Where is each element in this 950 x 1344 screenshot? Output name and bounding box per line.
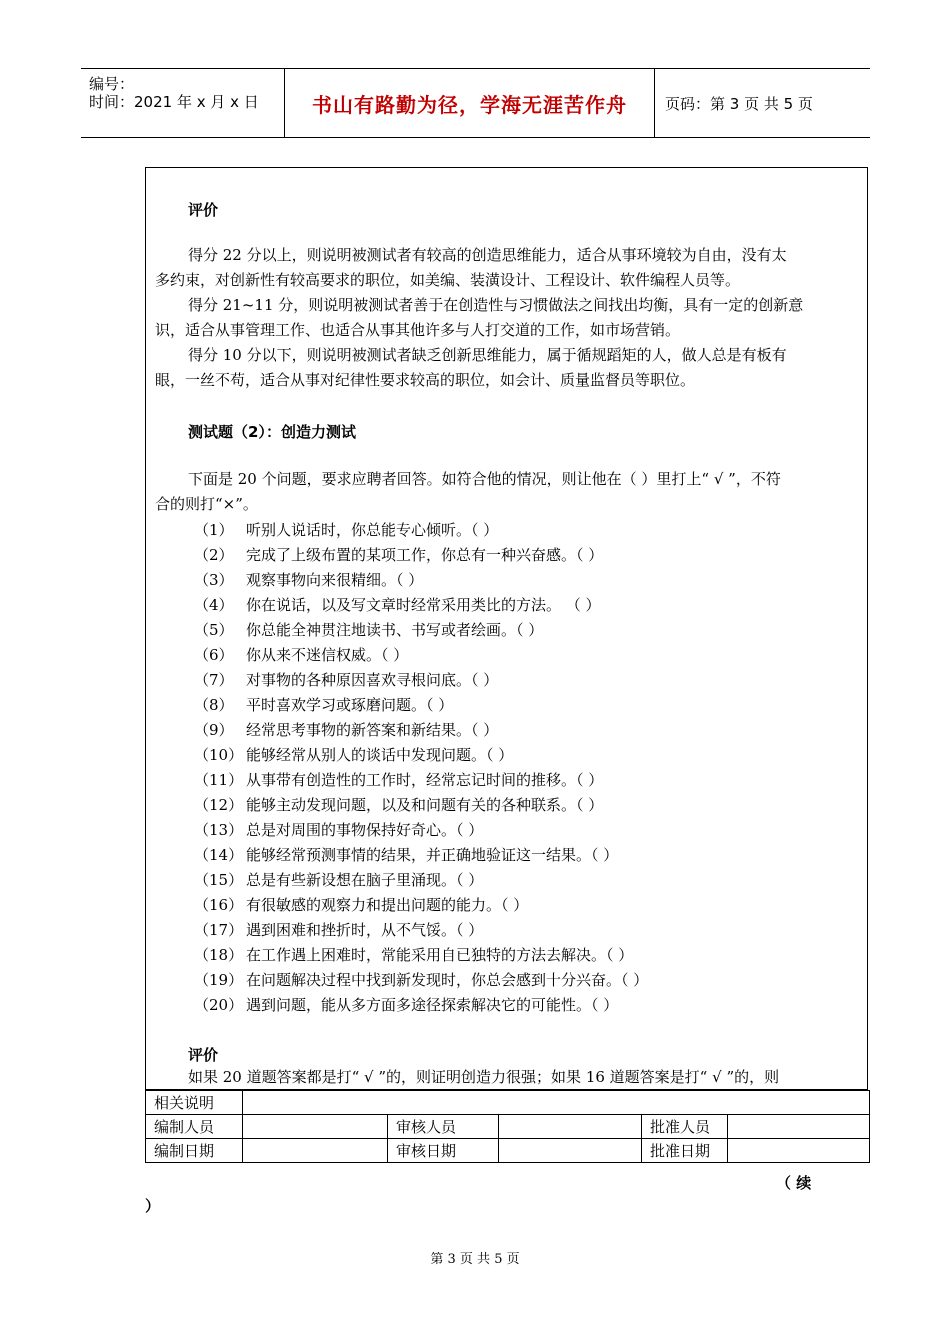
item-text: 总是有些新设想在脑子里涌现。（ ） xyxy=(246,871,484,889)
item-number: （17） xyxy=(194,921,244,939)
item-text: 遇到问题，能从多方面多途径探索解决它的可能性。（ ） xyxy=(246,996,619,1014)
approve-date-label: 批准日期 xyxy=(642,1139,728,1163)
item-text: 平时喜欢学习或琢磨问题。（ ） xyxy=(246,696,454,714)
edit-date-label: 编制日期 xyxy=(146,1139,243,1163)
item-number: （8） xyxy=(194,696,234,714)
table-row xyxy=(146,1139,870,1163)
list-item xyxy=(194,769,603,790)
list-item xyxy=(194,669,498,690)
page-header xyxy=(81,68,870,138)
list-item xyxy=(194,819,483,840)
item-number: （3） xyxy=(194,571,234,589)
reviewer-value xyxy=(499,1115,642,1139)
item-number: （10） xyxy=(194,746,244,764)
section1-line: 识，适合从事管理工作、也适合从事其他许多与人打交道的工作，如市场营销。 xyxy=(155,321,681,339)
item-text: 在问题解决过程中找到新发现时，你总会感到十分兴奋。（ ） xyxy=(246,971,649,989)
item-number: （9） xyxy=(194,721,234,739)
item-text: 你总能全神贯注地读书、书写或者绘画。（ ） xyxy=(246,621,544,639)
item-text: 从事带有创造性的工作时，经常忘记时间的推移。（ ） xyxy=(246,771,604,789)
continued-close: ） xyxy=(145,1197,161,1215)
list-item xyxy=(194,994,618,1015)
page-info: 页码：第 3 页 共 5 页 xyxy=(665,94,813,113)
item-number: （13） xyxy=(194,821,244,839)
list-item xyxy=(194,619,543,640)
list-item xyxy=(194,544,603,565)
item-text: 能够经常预测事情的结果，并正确地验证这一结果。（ ） xyxy=(246,846,619,864)
editor-label: 编制人员 xyxy=(146,1115,243,1139)
item-text: 总是对周围的事物保持好奇心。（ ） xyxy=(246,821,484,839)
item-number: （18） xyxy=(194,946,244,964)
section2-intro-line: 合的则打“×”。 xyxy=(155,495,258,513)
time-label: 时间：2021 年 x 月 x 日 xyxy=(89,93,259,111)
item-number: （2） xyxy=(194,546,234,564)
header-motto-cell xyxy=(285,69,655,137)
section1-line: 得分 10 分以下，则说明被测试者缺乏创新思维能力，属于循规蹈矩的人，做人总是有板有 xyxy=(188,346,787,364)
approver-label: 批准人员 xyxy=(642,1115,728,1139)
item-number: （4） xyxy=(194,596,234,614)
approval-table xyxy=(145,1090,870,1163)
list-item xyxy=(194,519,498,540)
review-date-label: 审核日期 xyxy=(388,1139,499,1163)
header-meta-cell xyxy=(81,69,285,137)
section2-intro-line: 下面是 20 个问题，要求应聘者回答。如符合他的情况，则让他在（ ）里打上“ √ ”，不符 xyxy=(188,470,781,488)
item-number: （20） xyxy=(194,996,244,1014)
approver-value xyxy=(728,1115,870,1139)
section1-line: 得分 21~11 分，则说明被测试者善于在创造性与习惯做法之间找出均衡，具有一定的创新意 xyxy=(188,296,804,314)
list-item xyxy=(194,744,513,765)
list-item xyxy=(194,569,423,590)
list-item xyxy=(194,944,633,965)
item-number: （15） xyxy=(194,871,244,889)
item-text: 你在说话，以及写文章时经常采用类比的方法。 （ ） xyxy=(246,596,601,614)
item-text: 在工作遇上困难时，常能采用自已独特的方法去解决。（ ） xyxy=(246,946,634,964)
continued-open: （ 续 xyxy=(776,1174,812,1192)
reviewer-label: 审核人员 xyxy=(388,1115,499,1139)
item-text: 观察事物向来很精细。（ ） xyxy=(246,571,424,589)
related-label: 相关说明 xyxy=(146,1091,243,1115)
item-text: 经常思考事物的新答案和新结果。（ ） xyxy=(246,721,499,739)
item-number: （6） xyxy=(194,646,234,664)
content-box xyxy=(145,167,868,1090)
list-item xyxy=(194,919,483,940)
editor-value xyxy=(243,1115,388,1139)
item-text: 你从来不迷信权威。（ ） xyxy=(246,646,409,664)
list-item xyxy=(194,644,408,665)
item-text: 能够主动发现问题，以及和问题有关的各种联系。（ ） xyxy=(246,796,604,814)
item-number: （11） xyxy=(194,771,244,789)
list-item xyxy=(194,794,603,815)
section1-line: 多约束，对创新性有较高要求的职位，如美编、装潢设计、工程设计、软件编程人员等。 xyxy=(155,271,741,289)
item-number: （1） xyxy=(194,521,234,539)
table-row xyxy=(146,1091,870,1115)
item-text: 听别人说话时，你总能专心倾听。（ ） xyxy=(246,521,499,539)
review-date-value xyxy=(499,1139,642,1163)
item-text: 能够经常从别人的谈话中发现问题。（ ） xyxy=(246,746,514,764)
item-text: 对事物的各种原因喜欢寻根问底。（ ） xyxy=(246,671,499,689)
list-item xyxy=(194,894,528,915)
item-text: 遇到困难和挫折时，从不气馁。（ ） xyxy=(246,921,484,939)
section3-heading: 评价 xyxy=(188,1046,219,1064)
header-page-cell xyxy=(655,69,870,137)
section1-heading: 评价 xyxy=(188,201,219,219)
edit-date-value xyxy=(243,1139,388,1163)
motto: 书山有路勤为径，学海无涯苦作舟 xyxy=(312,92,627,117)
list-item xyxy=(194,694,453,715)
item-number: （19） xyxy=(194,971,244,989)
section3-line: 如果 20 道题答案都是打“ √ ”的，则证明创造力很强；如果 16 道题答案是打“ √ ”的，则 xyxy=(188,1068,780,1086)
table-row xyxy=(146,1115,870,1139)
list-item xyxy=(194,594,601,615)
section1-line: 眼，一丝不苟，适合从事对纪律性要求较高的职位，如会计、质量监督员等职位。 xyxy=(155,371,696,389)
item-text: 完成了上级布置的某项工作，你总有一种兴奋感。（ ） xyxy=(246,546,604,564)
item-number: （16） xyxy=(194,896,244,914)
approve-date-value xyxy=(728,1139,870,1163)
list-item xyxy=(194,719,498,740)
item-number: （5） xyxy=(194,621,234,639)
section1-line: 得分 22 分以上，则说明被测试者有较高的创造思维能力，适合从事环境较为自由，没有太 xyxy=(188,246,787,264)
list-item xyxy=(194,844,618,865)
item-number: （7） xyxy=(194,671,234,689)
list-item xyxy=(194,869,483,890)
section2-heading: 测试题（2）：创造力测试 xyxy=(188,423,356,441)
number-label: 编号： xyxy=(89,75,135,93)
related-value xyxy=(243,1091,870,1115)
item-text: 有很敏感的观察力和提出问题的能力。（ ） xyxy=(246,896,529,914)
page-footer: 第 3 页 共 5 页 xyxy=(430,1252,520,1267)
item-number: （12） xyxy=(194,796,244,814)
item-number: （14） xyxy=(194,846,244,864)
list-item xyxy=(194,969,648,990)
